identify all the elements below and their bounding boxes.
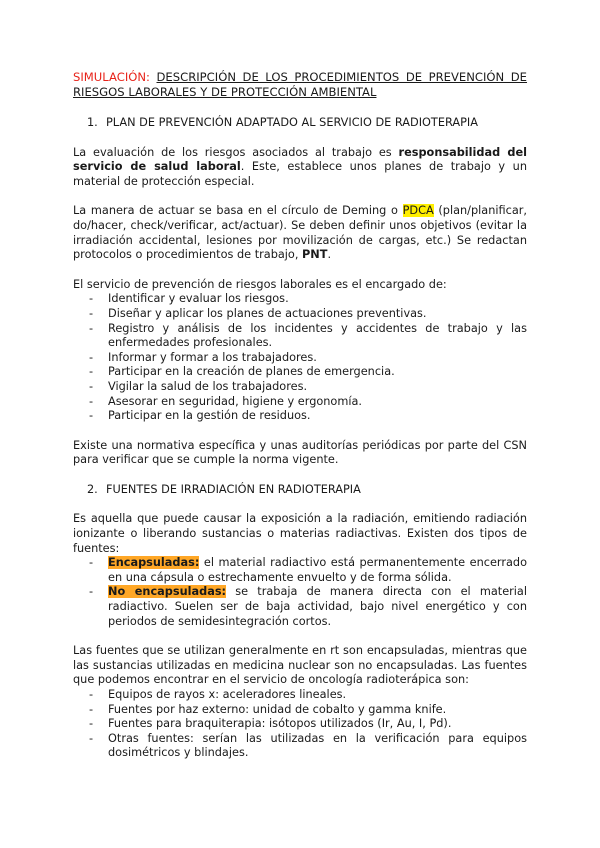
highlighted-label: Encapsuladas: bbox=[108, 556, 200, 570]
section-1-paragraph-1 bbox=[73, 146, 527, 190]
section-1-list-intro: El servicio de prevención de riesgos laborales es el encargado de: bbox=[73, 277, 447, 291]
list-item: - Registro y análisis de los incidentes y accidentes de trabajo y las enfermedades profesionales. bbox=[73, 322, 527, 351]
section-2-heading bbox=[73, 483, 527, 498]
section-1-paragraph-2 bbox=[73, 204, 527, 262]
list-item: - Participar en la creación de planes de emergencia. bbox=[73, 365, 527, 380]
prevention-duties-list bbox=[73, 292, 527, 423]
text-run: se trabaja de manera directa con el material radiactivo. Suelen ser de baja actividad, bajo nivel energético y con periodos de semidesintegración cortos. bbox=[108, 585, 527, 628]
list-item: - Diseñar y aplicar los planes de actuaciones preventivas. bbox=[73, 307, 527, 322]
section-1-paragraph-3: Existe una normativa específica y unas auditorías periódicas por parte del CSN para verificar que se cumple la norma vigente. bbox=[73, 438, 527, 467]
list-item: - Fuentes para braquiterapia: isótopos utilizados (Ir, Au, I, Pd). bbox=[73, 717, 527, 732]
section-2-number: 2. bbox=[87, 482, 98, 496]
text-run: . Este, establece unos planes de trabajo y un material de protección especial. bbox=[73, 160, 527, 188]
document-title bbox=[73, 70, 527, 100]
title-main: DESCRIPCIÓN DE LOS PROCEDIMIENTOS DE PREVENCIÓN DE RIESGOS LABORALES Y DE PROTECCIÓN AMBIENTAL bbox=[73, 70, 528, 99]
list-item: - Informar y formar a los trabajadores. bbox=[73, 351, 527, 366]
section-2-heading-text: FUENTES DE IRRADIACIÓN EN RADIOTERAPIA bbox=[106, 482, 361, 496]
section-1-number: 1. bbox=[87, 116, 98, 129]
list-item: - Otras fuentes: serían las utilizadas en la verificación para equipos dosimétricos y blindajes. bbox=[73, 732, 527, 761]
section-1-heading-text: PLAN DE PREVENCIÓN ADAPTADO AL SERVICIO DE RADIOTERAPIA bbox=[106, 116, 478, 129]
text-run: . bbox=[327, 248, 332, 262]
radiotherapy-sources-list bbox=[73, 688, 527, 761]
list-item: - Asesorar en seguridad, higiene y ergonomía. bbox=[73, 395, 527, 410]
list-item: - Fuentes por haz externo: unidad de cobalto y gamma knife. bbox=[73, 703, 527, 718]
source-types-list bbox=[73, 556, 527, 629]
bold-text: responsabilidad del servicio de salud laboral bbox=[73, 145, 527, 174]
highlighted-label: No encapsuladas: bbox=[108, 585, 227, 599]
section-1-heading bbox=[73, 116, 527, 131]
text-run: el material radiactivo está permanentemente encerrado en una cápsula o estrechamente envuelto y de forma sólida. bbox=[108, 556, 527, 584]
text-run: (plan/planificar, do/hacer, check/verificar, act/actuar). Se deben definir unos objetivos (evitar la irradiación accidental, lesiones por movilización de cargas, etc.) Se redactan protocolos o procedimientos de trabajo, bbox=[73, 204, 527, 262]
section-2-paragraph-2: Las fuentes que se utilizan generalmente en rt son encapsuladas, mientras que las sustancias utilizadas en medicina nuclear son no encapsuladas. Las fuentes que podemos encontrar en el servicio de oncología radioterápica son: bbox=[73, 644, 527, 687]
list-item bbox=[73, 556, 527, 585]
text-run: La manera de actuar se basa en el círculo de Deming o bbox=[73, 204, 403, 218]
list-item: - Equipos de rayos x: aceleradores lineales. bbox=[73, 688, 527, 703]
bold-text: PNT bbox=[302, 248, 328, 262]
title-prefix: SIMULACIÓN: bbox=[73, 70, 150, 84]
highlighted-text: PDCA bbox=[402, 204, 434, 218]
section-2-paragraph-1: Es aquella que puede causar la exposición a la radiación, emitiendo radiación ionizante o liberando sustancias o materias radiactivas. Existen dos tipos de fuentes: bbox=[73, 512, 527, 555]
list-item: - Identificar y evaluar los riesgos. bbox=[73, 292, 527, 307]
list-item: - Vigilar la salud de los trabajadores. bbox=[73, 380, 527, 395]
document-body bbox=[73, 70, 527, 761]
list-item: - Participar en la gestión de residuos. bbox=[73, 409, 527, 424]
text-run: La evaluación de los riesgos asociados al trabajo es bbox=[73, 145, 399, 159]
list-item bbox=[73, 585, 527, 629]
